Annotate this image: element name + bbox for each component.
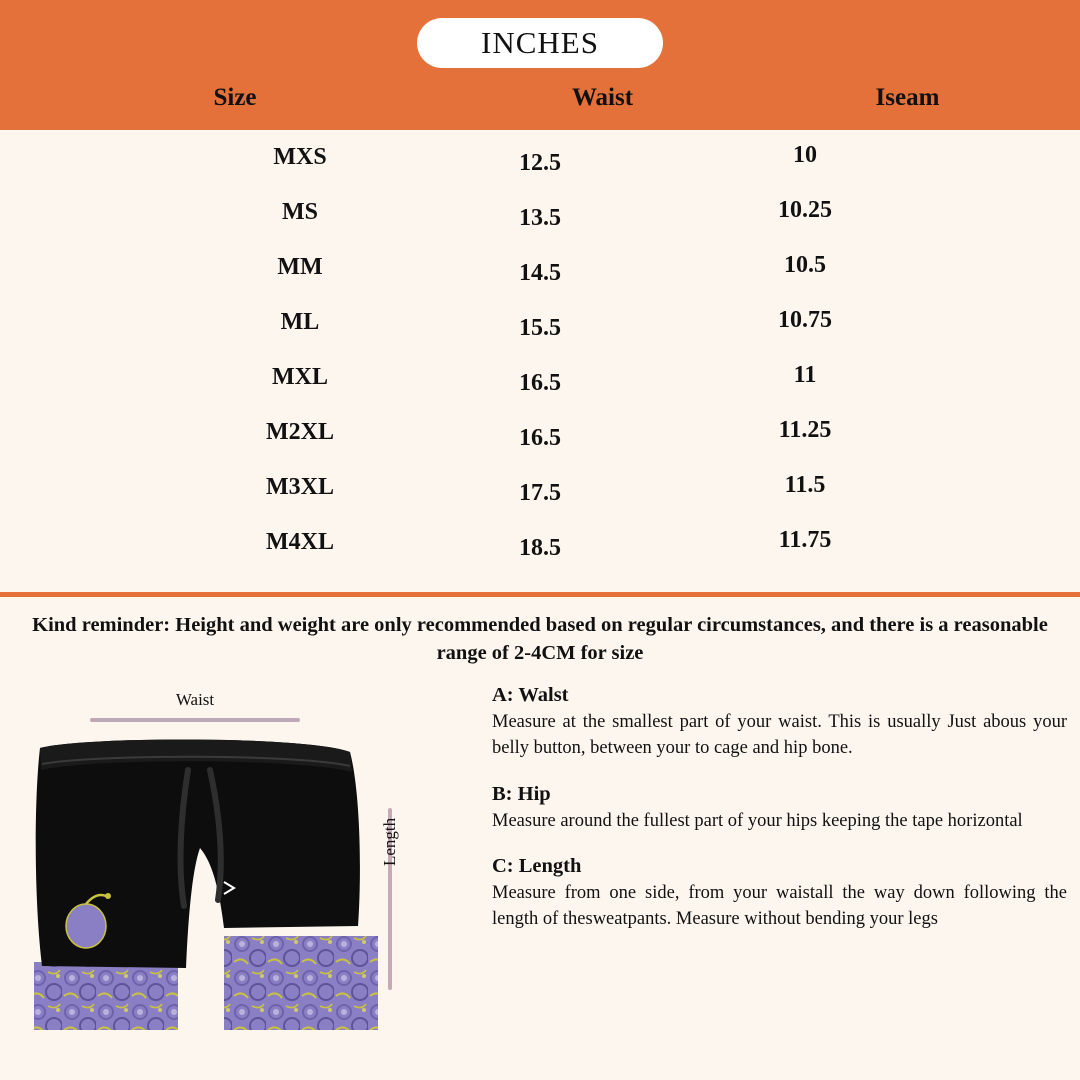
cell-waist: 15.5 — [519, 315, 561, 341]
cell-inseam: 10 — [793, 142, 817, 168]
cell-inseam: 11.25 — [778, 417, 832, 443]
table-row — [0, 130, 1080, 185]
shorts-svg — [28, 730, 378, 1030]
reminder-note — [0, 612, 1080, 667]
instruction-title-waist: A: Walst — [492, 684, 569, 706]
cell-inseam: 11 — [793, 362, 817, 388]
column-header-size: Size — [213, 84, 257, 111]
table-row — [0, 185, 1080, 240]
shorts-diagram — [0, 678, 470, 1080]
size-table — [0, 130, 1080, 592]
cell-size: M2XL — [266, 419, 334, 445]
cell-waist: 13.5 — [519, 205, 561, 231]
cell-waist: 14.5 — [519, 260, 561, 286]
measurement-section — [0, 678, 1080, 1080]
waist-dimension-label: Waist — [175, 690, 215, 709]
unit-label: INCHES — [481, 25, 599, 60]
instruction-block-length — [492, 855, 1067, 933]
instruction-block-hip — [492, 783, 1067, 834]
section-divider — [0, 592, 1080, 597]
cell-inseam: 11.5 — [784, 472, 826, 498]
cell-waist: 16.5 — [519, 425, 561, 451]
instruction-body-waist: Measure at the smallest part of your waist. This is usually Just abous your belly button, between your to cage and hip bone. — [492, 712, 1067, 759]
cell-waist: 12.5 — [519, 150, 561, 176]
waist-dimension-bar — [90, 718, 300, 722]
cell-inseam: 10.5 — [784, 252, 826, 278]
reminder-text: Kind reminder: Height and weight are only recommended based on regular circumstances, and there is a reasonable range of 2-4CM for size — [32, 614, 1048, 664]
cell-waist: 18.5 — [519, 535, 561, 561]
shorts-illustration — [28, 730, 378, 1030]
cell-size: MXL — [272, 364, 328, 390]
column-header-waist: Waist — [571, 84, 634, 111]
column-header-inseam: Iseam — [875, 84, 940, 111]
cell-inseam: 10.25 — [778, 197, 832, 223]
cell-waist: 17.5 — [519, 480, 561, 506]
instruction-block-waist — [492, 684, 1067, 762]
column-headers — [0, 84, 1080, 112]
cell-size: MM — [277, 254, 323, 280]
cell-size: MS — [282, 199, 318, 225]
cell-size: M3XL — [266, 474, 334, 500]
cell-inseam: 11.75 — [778, 527, 832, 553]
instruction-body-length: Measure from one side, from your waistall the way down following the length of thesweatpants. Measure without bending your legs — [492, 882, 1067, 930]
cell-size: M4XL — [266, 529, 334, 555]
instruction-title-length: C: Length — [492, 854, 582, 877]
cell-waist: 16.5 — [519, 370, 561, 396]
table-row — [0, 295, 1080, 350]
instruction-title-hip: B: Hip — [492, 782, 551, 805]
cell-size: ML — [280, 309, 320, 335]
table-row — [0, 460, 1080, 515]
cell-size: MXS — [273, 144, 327, 170]
table-row — [0, 515, 1080, 570]
header-band — [0, 0, 1080, 130]
measurement-instructions — [492, 684, 1067, 932]
table-row — [0, 405, 1080, 460]
length-dimension-label: Length — [380, 817, 399, 866]
table-row — [0, 240, 1080, 295]
instruction-body-hip: Measure around the fullest part of your hips keeping the tape horizontal — [492, 810, 1023, 831]
cell-inseam: 10.75 — [778, 307, 832, 333]
table-row — [0, 350, 1080, 405]
unit-pill — [417, 18, 663, 68]
